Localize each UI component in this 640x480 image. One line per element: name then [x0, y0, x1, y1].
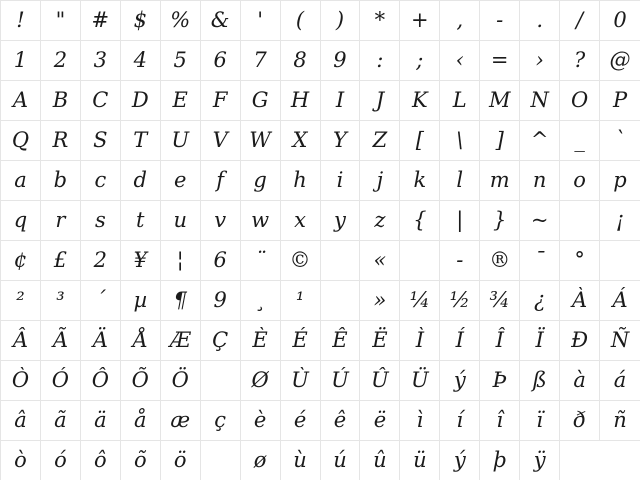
glyph-cell[interactable]: µ	[121, 281, 161, 321]
glyph-cell[interactable]: ©	[281, 241, 321, 281]
glyph-cell[interactable]: 6	[201, 241, 241, 281]
glyph-cell[interactable]: ¡	[600, 201, 640, 241]
glyph-cell[interactable]: Ã	[41, 321, 81, 361]
glyph-cell[interactable]: ä	[81, 401, 121, 441]
glyph-cell[interactable]: (	[281, 1, 321, 41]
glyph-cell[interactable]: X	[281, 121, 321, 161]
glyph-cell[interactable]: G	[241, 81, 281, 121]
glyph-cell[interactable]: ;	[400, 41, 440, 81]
glyph-cell[interactable]: æ	[161, 401, 201, 441]
glyph-cell[interactable]: P	[600, 81, 640, 121]
glyph-cell[interactable]: â	[1, 401, 41, 441]
glyph-cell[interactable]: b	[41, 161, 81, 201]
glyph-cell[interactable]: 6	[201, 41, 241, 81]
glyph-cell[interactable]: À	[560, 281, 600, 321]
glyph-cell[interactable]: 9	[201, 281, 241, 321]
glyph-cell[interactable]: Ü	[400, 361, 440, 401]
glyph-cell[interactable]: :	[360, 41, 400, 81]
glyph-cell[interactable]: t	[121, 201, 161, 241]
glyph-cell[interactable]: .	[520, 1, 560, 41]
glyph-cell[interactable]: w	[241, 201, 281, 241]
glyph-row	[1, 161, 640, 201]
glyph-cell[interactable]: þ	[480, 441, 520, 480]
glyph-cell[interactable]: C	[81, 81, 121, 121]
glyph-row	[1, 201, 640, 241]
glyph-row	[1, 321, 640, 361]
glyph-cell[interactable]: Ï	[520, 321, 560, 361]
glyph-row	[1, 121, 640, 161]
glyph-cell[interactable]: ý	[440, 361, 480, 401]
glyph-cell[interactable]: =	[480, 41, 520, 81]
glyph-cell[interactable]	[321, 281, 361, 321]
glyph-cell[interactable]: W	[241, 121, 281, 161]
glyph-cell[interactable]: Å	[121, 321, 161, 361]
glyph-cell[interactable]: '	[241, 1, 281, 41]
glyph-cell[interactable]: ï	[520, 401, 560, 441]
glyph-cell[interactable]: F	[201, 81, 241, 121]
glyph-cell[interactable]: Ë	[360, 321, 400, 361]
glyph-cell[interactable]: a	[1, 161, 41, 201]
glyph-cell[interactable]: V	[201, 121, 241, 161]
glyph-cell[interactable]: [	[400, 121, 440, 161]
glyph-cell[interactable]: ö	[161, 441, 201, 480]
glyph-cell[interactable]: ü	[400, 441, 440, 480]
glyph-cell[interactable]: ›	[520, 41, 560, 81]
glyph-cell[interactable]: É	[281, 321, 321, 361]
glyph-cell[interactable]	[201, 361, 241, 401]
glyph-cell[interactable]: à	[560, 361, 600, 401]
glyph-cell[interactable]: ì	[400, 401, 440, 441]
glyph-cell[interactable]: £	[41, 241, 81, 281]
glyph-cell[interactable]: ñ	[600, 401, 640, 441]
glyph-cell[interactable]: Q	[1, 121, 41, 161]
glyph-cell[interactable]: Ö	[161, 361, 201, 401]
glyph-cell[interactable]: ¥	[121, 241, 161, 281]
glyph-cell[interactable]: ´	[81, 281, 121, 321]
glyph-cell[interactable]: ¨	[241, 241, 281, 281]
glyph-cell[interactable]: é	[281, 401, 321, 441]
glyph-cell[interactable]: c	[81, 161, 121, 201]
glyph-cell[interactable]: ¿	[520, 281, 560, 321]
glyph-cell[interactable]: Y	[321, 121, 361, 161]
glyph-cell[interactable]: K	[400, 81, 440, 121]
glyph-cell[interactable]: Ð	[560, 321, 600, 361]
glyph-cell[interactable]: ¼	[400, 281, 440, 321]
glyph-cell[interactable]: |	[440, 201, 480, 241]
glyph-cell[interactable]: @	[600, 41, 640, 81]
glyph-cell[interactable]: Ô	[81, 361, 121, 401]
glyph-cell[interactable]: á	[600, 361, 640, 401]
glyph-cell[interactable]: ¾	[480, 281, 520, 321]
glyph-cell[interactable]: ~	[520, 201, 560, 241]
glyph-cell[interactable]: O	[560, 81, 600, 121]
glyph-cell[interactable]: ë	[360, 401, 400, 441]
glyph-cell[interactable]: q	[1, 201, 41, 241]
glyph-cell[interactable]: d	[121, 161, 161, 201]
glyph-cell[interactable]: u	[161, 201, 201, 241]
glyph-cell[interactable]: Õ	[121, 361, 161, 401]
glyph-cell[interactable]: Þ	[480, 361, 520, 401]
glyph-row	[1, 401, 640, 441]
glyph-cell[interactable]: Û	[360, 361, 400, 401]
glyph-cell[interactable]: -	[440, 241, 480, 281]
glyph-cell[interactable]: "	[41, 1, 81, 41]
glyph-cell[interactable]: Í	[440, 321, 480, 361]
glyph-cell[interactable]	[560, 201, 600, 241]
glyph-cell[interactable]: T	[121, 121, 161, 161]
glyph-cell[interactable]: B	[41, 81, 81, 121]
glyph-cell[interactable]: 5	[161, 41, 201, 81]
glyph-cell[interactable]: å	[121, 401, 161, 441]
glyph-cell[interactable]: ÿ	[520, 441, 560, 480]
glyph-cell[interactable]: Ì	[400, 321, 440, 361]
glyph-cell[interactable]: &	[201, 1, 241, 41]
glyph-cell[interactable]: ²	[1, 281, 41, 321]
glyph-cell[interactable]: %	[161, 1, 201, 41]
glyph-cell[interactable]: 0	[600, 1, 640, 41]
glyph-cell[interactable]: ‹	[440, 41, 480, 81]
glyph-cell[interactable]: ¸	[241, 281, 281, 321]
glyph-cell[interactable]	[321, 241, 361, 281]
glyph-cell[interactable]: Ñ	[600, 321, 640, 361]
glyph-cell[interactable]: Ê	[321, 321, 361, 361]
glyph-cell[interactable]	[201, 441, 241, 480]
glyph-cell[interactable]: Â	[1, 321, 41, 361]
glyph-cell[interactable]: L	[440, 81, 480, 121]
glyph-cell[interactable]: »	[360, 281, 400, 321]
glyph-cell[interactable]: ¹	[281, 281, 321, 321]
glyph-cell[interactable]: ç	[201, 401, 241, 441]
glyph-cell[interactable]: J	[360, 81, 400, 121]
glyph-row	[1, 81, 640, 121]
glyph-cell[interactable]: e	[161, 161, 201, 201]
glyph-cell[interactable]: ½	[440, 281, 480, 321]
glyph-cell[interactable]: A	[1, 81, 41, 121]
glyph-cell[interactable]: ¯	[520, 241, 560, 281]
glyph-cell[interactable]: h	[281, 161, 321, 201]
glyph-cell[interactable]: ò	[1, 441, 41, 480]
glyph-cell[interactable]: ã	[41, 401, 81, 441]
glyph-cell[interactable]: 9	[321, 41, 361, 81]
glyph-cell[interactable]: ô	[81, 441, 121, 480]
glyph-cell[interactable]: o	[560, 161, 600, 201]
glyph-cell[interactable]: /	[560, 1, 600, 41]
glyph-cell[interactable]: 4	[121, 41, 161, 81]
glyph-cell[interactable]: f	[201, 161, 241, 201]
glyph-cell[interactable]: s	[81, 201, 121, 241]
glyph-cell[interactable]: Z	[360, 121, 400, 161]
glyph-cell[interactable]: $	[121, 1, 161, 41]
glyph-cell[interactable]: \	[440, 121, 480, 161]
glyph-cell[interactable]: i	[321, 161, 361, 201]
glyph-cell[interactable]: N	[520, 81, 560, 121]
glyph-cell[interactable]: õ	[121, 441, 161, 480]
glyph-cell[interactable]: +	[400, 1, 440, 41]
glyph-cell[interactable]: ¦	[161, 241, 201, 281]
glyph-cell[interactable]	[600, 441, 640, 480]
glyph-cell[interactable]: U	[161, 121, 201, 161]
glyph-row	[1, 281, 640, 321]
glyph-cell[interactable]: z	[360, 201, 400, 241]
glyph-cell[interactable]: p	[600, 161, 640, 201]
glyph-cell[interactable]: g	[241, 161, 281, 201]
glyph-cell[interactable]: ê	[321, 401, 361, 441]
glyph-cell[interactable]: M	[480, 81, 520, 121]
glyph-cell[interactable]: S	[81, 121, 121, 161]
glyph-cell[interactable]: ð	[560, 401, 600, 441]
glyph-cell[interactable]: Ä	[81, 321, 121, 361]
glyph-cell[interactable]: ó	[41, 441, 81, 480]
glyph-cell[interactable]: E	[161, 81, 201, 121]
glyph-cell[interactable]: ú	[321, 441, 361, 480]
glyph-cell[interactable]: ,	[440, 1, 480, 41]
glyph-cell[interactable]: y	[321, 201, 361, 241]
glyph-cell[interactable]: ¢	[1, 241, 41, 281]
glyph-cell[interactable]: m	[480, 161, 520, 201]
glyph-cell[interactable]: -	[480, 1, 520, 41]
glyph-cell[interactable]: È	[241, 321, 281, 361]
glyph-cell[interactable]: Ú	[321, 361, 361, 401]
glyph-cell[interactable]: l	[440, 161, 480, 201]
glyph-cell[interactable]: 2	[81, 241, 121, 281]
glyph-cell[interactable]: ø	[241, 441, 281, 480]
glyph-cell[interactable]: ù	[281, 441, 321, 480]
glyph-cell[interactable]: ý	[440, 441, 480, 480]
glyph-cell[interactable]: Á	[600, 281, 640, 321]
glyph-cell[interactable]: ³	[41, 281, 81, 321]
glyph-cell[interactable]: í	[440, 401, 480, 441]
glyph-cell[interactable]: j	[360, 161, 400, 201]
glyph-row	[1, 41, 640, 81]
glyph-cell[interactable]: `	[600, 121, 640, 161]
glyph-cell[interactable]: ]	[480, 121, 520, 161]
glyph-cell[interactable]: !	[1, 1, 41, 41]
glyph-cell[interactable]	[400, 241, 440, 281]
glyph-cell[interactable]: v	[201, 201, 241, 241]
glyph-cell[interactable]: û	[360, 441, 400, 480]
glyph-cell[interactable]: r	[41, 201, 81, 241]
glyph-cell[interactable]: #	[81, 1, 121, 41]
glyph-cell[interactable]: 2	[41, 41, 81, 81]
glyph-cell[interactable]: Ø	[241, 361, 281, 401]
glyph-cell[interactable]: ¶	[161, 281, 201, 321]
glyph-cell[interactable]: ®	[480, 241, 520, 281]
glyph-cell[interactable]	[560, 441, 600, 480]
glyph-cell[interactable]: k	[400, 161, 440, 201]
glyph-cell[interactable]: î	[480, 401, 520, 441]
glyph-cell[interactable]: {	[400, 201, 440, 241]
glyph-row	[1, 441, 640, 480]
glyph-row	[1, 361, 640, 401]
glyph-cell[interactable]: x	[281, 201, 321, 241]
glyph-row	[1, 241, 640, 281]
glyph-cell[interactable]: R	[41, 121, 81, 161]
glyph-cell[interactable]: H	[281, 81, 321, 121]
glyph-cell[interactable]: 7	[241, 41, 281, 81]
glyph-cell[interactable]: 1	[1, 41, 41, 81]
glyph-cell[interactable]: ?	[560, 41, 600, 81]
glyph-cell[interactable]: *	[360, 1, 400, 41]
glyph-cell[interactable]: ß	[520, 361, 560, 401]
glyph-cell[interactable]: I	[321, 81, 361, 121]
glyph-cell[interactable]: )	[321, 1, 361, 41]
glyph-cell[interactable]: °	[560, 241, 600, 281]
glyph-cell[interactable]: 8	[281, 41, 321, 81]
glyph-cell[interactable]: Î	[480, 321, 520, 361]
glyph-cell[interactable]: Ó	[41, 361, 81, 401]
glyph-cell[interactable]: Ç	[201, 321, 241, 361]
glyph-cell[interactable]: n	[520, 161, 560, 201]
glyph-cell[interactable]: 3	[81, 41, 121, 81]
glyph-cell[interactable]: D	[121, 81, 161, 121]
glyph-cell[interactable]: Ò	[1, 361, 41, 401]
glyph-cell[interactable]: Æ	[161, 321, 201, 361]
glyph-cell[interactable]: è	[241, 401, 281, 441]
glyph-cell[interactable]	[600, 241, 640, 281]
glyph-cell[interactable]: Ù	[281, 361, 321, 401]
glyph-row	[1, 1, 640, 41]
glyph-cell[interactable]: _	[560, 121, 600, 161]
glyph-cell[interactable]: «	[360, 241, 400, 281]
glyph-cell[interactable]: }	[480, 201, 520, 241]
glyph-cell[interactable]: ^	[520, 121, 560, 161]
